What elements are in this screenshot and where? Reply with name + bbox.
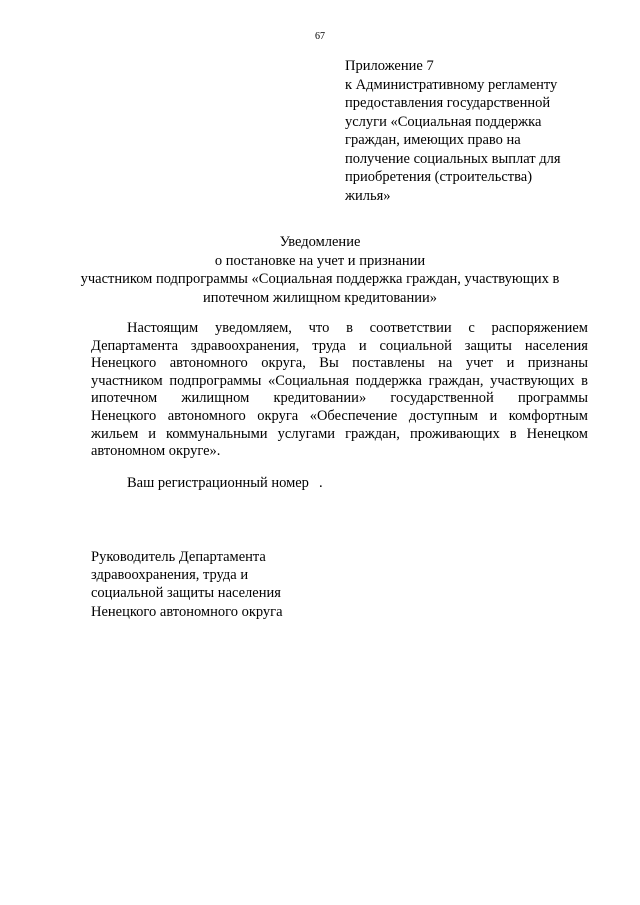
body-word: поставлены — [352, 355, 425, 372]
body-word: автономного — [167, 407, 246, 424]
body-word: учет — [465, 355, 494, 372]
body-word: Вы — [319, 355, 339, 372]
body-word: распоряжением — [491, 320, 588, 336]
body-word: участвующих — [490, 372, 575, 389]
title-line: участником подпрограммы «Социальная поддержка граждан, участвующих в — [80, 271, 560, 287]
document-title — [0, 233, 640, 307]
body-word: граждан, — [345, 425, 400, 442]
body-word: и — [489, 407, 498, 424]
page-number: 67 — [315, 31, 325, 42]
body-word: Ненецкого — [91, 355, 157, 372]
body-word: подпрограммы — [169, 372, 262, 389]
body-word: защиты — [464, 337, 512, 354]
signature-line: социальной защиты населения — [91, 585, 281, 602]
appendix-line: Приложение 7 — [345, 58, 434, 74]
body-word: автономного — [169, 355, 248, 372]
signature-line: Ненецкого автономного округа — [91, 603, 283, 620]
body-line — [91, 338, 588, 356]
body-line — [91, 390, 588, 408]
body-word: уведомляем, — [214, 320, 292, 336]
body-line — [91, 355, 588, 373]
body-word: жилищном — [181, 390, 250, 407]
appendix-line: приобретения (строительства) — [345, 169, 533, 185]
appendix-line: получение социальных выплат для — [345, 150, 561, 167]
signature-line: Руководитель Департамента — [91, 549, 266, 565]
body-word: Департамента — [91, 337, 179, 354]
title-line: ипотечном жилищном кредитовании» — [203, 289, 437, 306]
body-word: проживающих — [409, 425, 500, 442]
body-word: граждан, — [428, 372, 484, 389]
signature-line: здравоохранения, труда и — [91, 567, 249, 584]
body-word: «Социальная — [268, 372, 349, 389]
body-word: округа, — [261, 355, 306, 372]
notification-body — [91, 320, 588, 461]
body-word: на — [438, 355, 453, 372]
appendix-line: услуги «Социальная поддержка — [345, 113, 542, 130]
body-word: социальной — [379, 337, 452, 354]
title-line: Уведомление — [279, 234, 361, 250]
body-word: Ненецком — [526, 425, 588, 442]
body-word: доступным — [408, 407, 479, 424]
body-word: коммунальными — [166, 425, 268, 442]
registration-trailing: . — [318, 475, 323, 491]
registration-number — [127, 475, 323, 492]
body-word: труда — [312, 337, 346, 354]
body-line — [91, 373, 588, 391]
body-word: услугами — [277, 425, 336, 442]
body-word: программы — [517, 390, 588, 407]
appendix-line: к Административному регламенту — [345, 76, 558, 93]
body-word: государственной — [390, 390, 494, 407]
body-word: округа — [257, 407, 299, 424]
body-word: Настоящим — [127, 320, 199, 336]
body-word: поддержка — [355, 372, 422, 389]
body-word: комфортным — [508, 407, 588, 424]
body-word: что — [308, 320, 330, 336]
body-line — [91, 426, 588, 444]
body-word: признаны — [527, 355, 588, 372]
body-word: здравоохранения, — [190, 337, 300, 354]
appendix-header — [345, 57, 595, 205]
appendix-line: жилья» — [345, 187, 391, 204]
body-word: Ненецкого — [91, 407, 157, 424]
body-line — [91, 408, 588, 426]
body-line — [91, 320, 588, 338]
body-word: соответствии — [369, 320, 452, 336]
body-word: «Обеспечение — [309, 407, 398, 424]
title-line: о постановке на учет и признании — [214, 252, 426, 269]
body-last-line: автономном округе». — [91, 443, 221, 460]
body-word: и — [148, 425, 157, 442]
body-word: участником — [91, 372, 163, 389]
signature-block — [91, 548, 283, 621]
body-word: в — [509, 425, 517, 442]
appendix-line: граждан, имеющих право на — [345, 132, 521, 148]
body-word: жильем — [91, 425, 139, 442]
appendix-line: предоставления государственной — [345, 95, 551, 111]
registration-label: Ваш регистрационный номер — [127, 475, 309, 491]
body-word: в — [581, 372, 588, 389]
body-word: кредитовании» — [273, 390, 367, 407]
body-word: населения — [524, 337, 588, 354]
body-word: и — [506, 355, 515, 372]
body-word: и — [358, 337, 367, 354]
body-word: ипотечном — [91, 390, 158, 407]
body-word: в — [346, 320, 353, 336]
body-word: с — [468, 320, 475, 336]
